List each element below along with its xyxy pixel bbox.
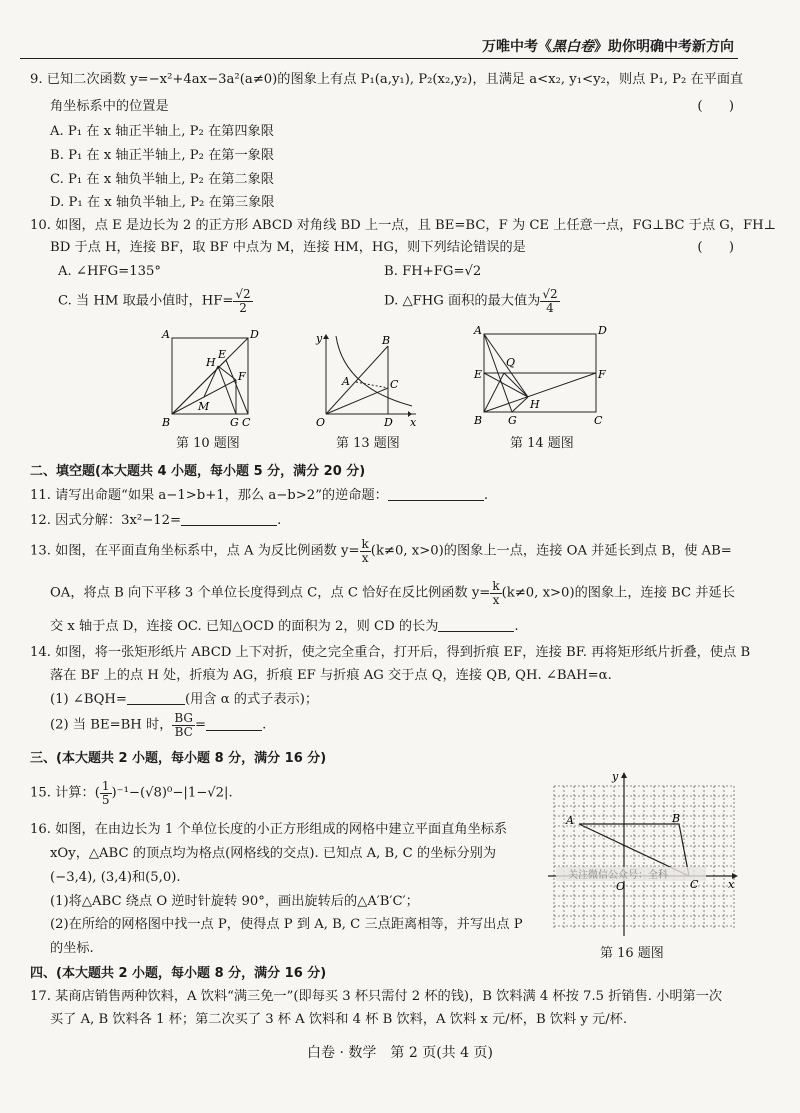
q14-line1: 14. 如图，将一张矩形纸片 ABCD 上下对折，使之完全重合，打开后，得到折痕 EF，连接 BF. 再将矩形纸片折叠，使点 B [30, 645, 751, 660]
q9-line2: 角坐标系中的位置是 [50, 99, 169, 114]
q14-sub1-blank[interactable] [127, 692, 185, 705]
figure-14 [470, 324, 610, 434]
q10-option-d: D. △FHG 面积的最大值为 $\frac{√2}{4}$ [384, 287, 558, 315]
fig13-label-b: B [382, 334, 391, 347]
brand-name: 黑白卷 [552, 39, 594, 55]
fig16-label-a: A [566, 814, 574, 827]
q9-option-d: D. P₁ 在 x 轴负半轴上, P₂ 在第三象限 [50, 195, 275, 210]
fig14-label-e: E [474, 368, 483, 381]
q14-sub2: (2) 当 BE=BH 时， $\frac{BG}{BC}$ = . [50, 711, 267, 739]
q10-option-a: A. ∠HFG=135° [58, 264, 161, 279]
q10-line1: 10. 如图，点 E 是边长为 2 的正方形 ABCD 对角线 BD 上一点，且 BE=BC，F 为 CE 上任意一点，FG⊥BC 于点 G，FH⊥ [30, 218, 777, 233]
fig10-label-b: B [162, 416, 171, 429]
figure-10-caption: 第 10 题图 [176, 436, 240, 451]
q10-option-c: C. 当 HM 取最小值时，HF= $\frac{√2}{2}$ [58, 287, 251, 315]
fig14-label-b: B [474, 414, 483, 427]
section-2-title: 二、填空题(本大题共 4 小题，每小题 5 分，满分 20 分) [30, 464, 366, 479]
q15-fraction: $\frac{1}{5}$ [101, 779, 110, 807]
q9-answer-paren: ( ) [697, 99, 734, 114]
q12-answer-blank[interactable] [181, 513, 277, 526]
q9-option-c: C. P₁ 在 x 轴负半轴上, P₂ 在第二象限 [50, 172, 274, 187]
page-footer: 白卷 · 数学 第 2 页(共 4 页) [307, 1045, 493, 1061]
q10-line2: BD 于点 H，连接 BF，取 BF 中点为 M，连接 HM，HG，则下列结论错误的是 [50, 240, 526, 255]
q13-line2: OA，将点 B 向下平移 3 个单位长度得到点 C，点 C 恰好在反比例函数 y= $\frac{k}{x}$ (k≠0, x>0)的图象上，连接 BC 并延长 [50, 579, 735, 607]
fig10-label-a: A [162, 328, 170, 341]
q13-line3: 交 x 轴于点 D，连接 OC. 已知△OCD 的面积为 2，则 CD 的长为 . [50, 619, 519, 634]
fig14-label-h: H [530, 398, 540, 411]
fig16-label-y: y [612, 770, 619, 783]
q14-sub2-blank[interactable] [206, 718, 262, 731]
figure-16-caption: 第 16 题图 [600, 946, 664, 961]
page-header: 万唯中考《黑白卷》助你明确中考新方向 [482, 39, 734, 55]
q11-answer-blank[interactable] [388, 488, 484, 501]
q10-answer-paren: ( ) [697, 240, 734, 255]
fig14-label-q: Q [506, 356, 516, 369]
fig13-label-o: O [316, 416, 326, 429]
fig13-label-x: x [410, 416, 417, 429]
q16-line4: (1)将△ABC 绕点 O 逆时针旋转 90°，画出旋转后的△A′B′C′； [50, 894, 419, 909]
q14-sub1: (1) ∠BQH= (用含 α 的式子表示)； [50, 692, 319, 707]
q10-option-b: B. FH+FG=√2 [384, 264, 482, 279]
q11: 11. 请写出命题“如果 a−1>b+1，那么 a−b>2”的逆命题： . [30, 488, 489, 503]
figure-13 [312, 328, 422, 438]
q17-line1: 17. 某商店销售两种饮料，A 饮料“满三免一”(即每买 3 杯只需付 2 杯的钱)，B 饮料满 4 杯按 7.5 折销售. 小明第一次 [30, 989, 723, 1004]
q13-line1: 13. 如图，在平面直角坐标系中，点 A 为反比例函数 y= $\frac{k}{x}$ (k≠0, x>0)的图象上一点，连接 OA 并延长到点 B，使 AB= [30, 537, 732, 565]
q14-fraction: $\frac{BG}{BC}$ [174, 711, 194, 739]
q17-line2: 买了 A, B 饮料各 1 杯；第二次买了 3 杯 A 饮料和 4 杯 B 饮料，A 饮料 x 元/杯，B 饮料 y 元/杯. [50, 1012, 628, 1027]
fig14-label-d: D [598, 324, 607, 337]
fig10-label-m: M [198, 400, 210, 413]
q16-line1: 16. 如图，在由边长为 1 个单位长度的小正方形组成的网格中建立平面直角坐标系 [30, 822, 508, 837]
fig10-label-g: G [230, 416, 239, 429]
q13-fraction-1: $\frac{k}{x}$ [361, 537, 369, 565]
fig14-label-a: A [474, 324, 482, 337]
fig16-label-x: x [728, 878, 735, 891]
fig14-label-c: C [594, 414, 603, 427]
fig16-label-o: O [616, 880, 626, 893]
fig13-label-a: A [342, 375, 350, 388]
section-4-title: 四、(本大题共 2 小题，每小题 8 分，满分 16 分) [30, 966, 327, 981]
q16-line2: xOy，△ABC 的顶点均为格点(网格线的交点). 已知点 A, B, C 的坐标分别为 [50, 846, 497, 861]
fig13-label-y: y [316, 332, 323, 345]
fig10-label-h: H [206, 356, 216, 369]
fig10-label-f: F [238, 370, 246, 383]
fig14-label-g: G [508, 414, 517, 427]
q9-option-a: A. P₁ 在 x 轴正半轴上, P₂ 在第四象限 [50, 124, 274, 139]
fig10-label-e: E [218, 348, 227, 361]
section-3-title: 三、(本大题共 2 小题，每小题 8 分，满分 16 分) [30, 751, 327, 766]
q13-fraction-2: $\frac{k}{x}$ [492, 579, 500, 607]
figure-16 [544, 768, 744, 936]
q10-c-fraction: $\frac{√2}{2}$ [235, 287, 251, 315]
q14-line2: 落在 BF 上的点 H 处，折痕为 AG，折痕 EF 与折痕 AG 交于点 Q，连接 QB, QH. ∠BAH=α. [50, 668, 612, 683]
q9-option-b: B. P₁ 在 x 轴正半轴上, P₂ 在第一象限 [50, 148, 275, 163]
q9-line1: 9. 已知二次函数 y=−x²+4ax−3a²(a≠0)的图象上有点 P₁(a,y₁), P₂(x₂,y₂)，且满足 a<x₂, y₁<y₂，则点 P₁, P₂ 在平面直 [30, 72, 744, 87]
fig16-label-b: B [672, 812, 681, 825]
q12: 12. 因式分解：3x²−12= . [30, 513, 282, 528]
fig13-label-c: C [390, 378, 399, 391]
figure-13-caption: 第 13 题图 [336, 436, 400, 451]
q10-d-fraction: $\frac{√2}{4}$ [542, 287, 558, 315]
fig10-label-c: C [242, 416, 251, 429]
q16-line6: 的坐标. [50, 941, 94, 956]
fig16-label-c: C [690, 878, 699, 891]
header-rule [20, 58, 738, 59]
figure-10 [160, 328, 260, 438]
q15: 15. 计算：( $\frac{1}{5}$ )⁻¹−(√8)⁰−|1−√2|. [30, 779, 233, 807]
watermark-text: 关注微信公众号：全科 [568, 870, 668, 881]
figure-14-caption: 第 14 题图 [510, 436, 574, 451]
q16-line5: (2)在所给的网格图中找一点 P，使得点 P 到 A, B, C 三点距离相等，并写出点 P [50, 917, 523, 932]
fig10-label-d: D [250, 328, 259, 341]
fig13-label-d: D [384, 416, 393, 429]
fig14-label-f: F [598, 368, 606, 381]
q13-answer-blank[interactable] [438, 619, 514, 632]
q16-line3: (−3,4), (3,4)和(5,0). [50, 870, 181, 885]
